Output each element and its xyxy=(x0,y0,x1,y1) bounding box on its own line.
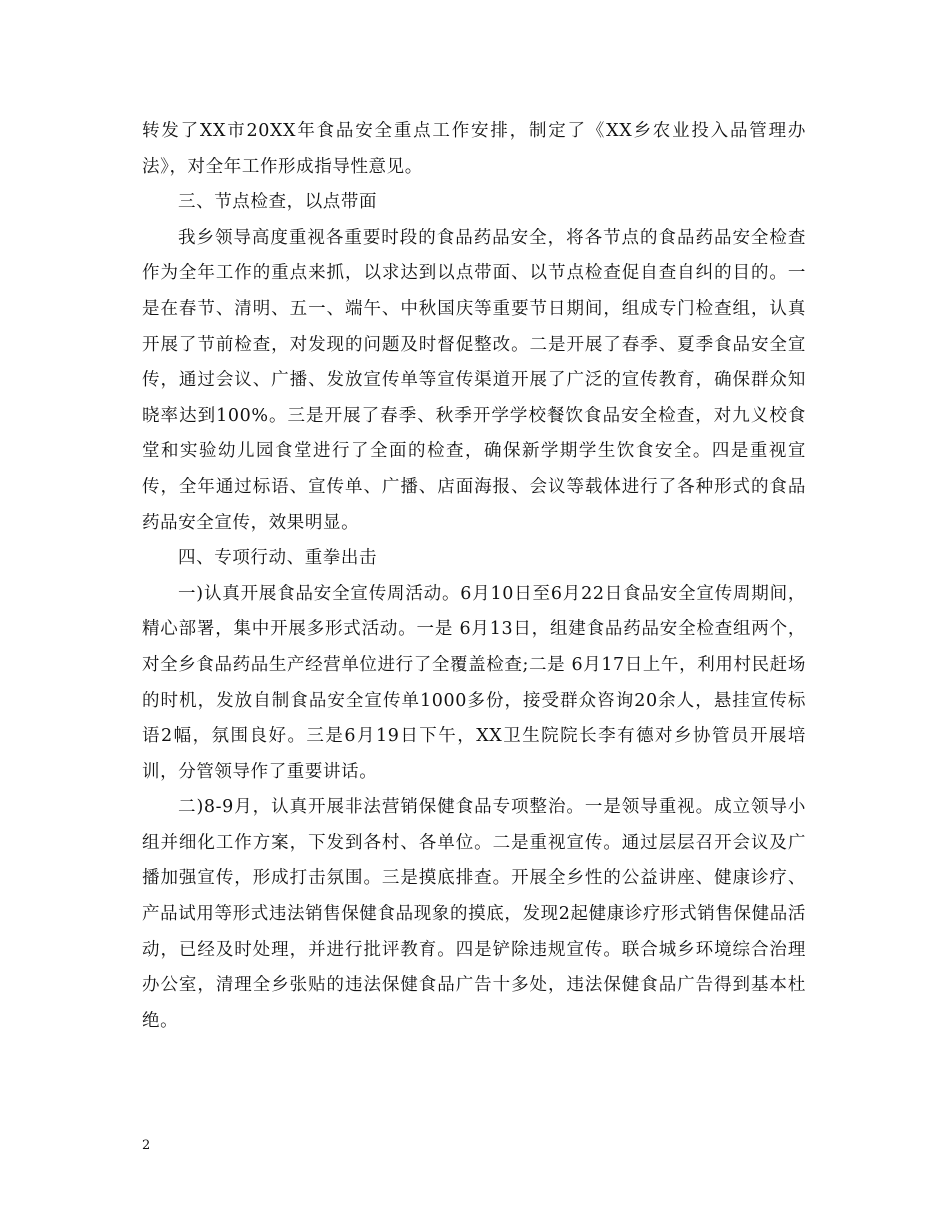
section-heading-3: 三、节点检查，以点带面 xyxy=(178,192,378,213)
page-number: 2 xyxy=(142,1138,151,1153)
paragraph-safety-week: 一)认真开展食品安全宣传周活动。6月10日至6月22日食品安全宣传周期间，精心部署，集中开展多形式活动。一是 6月13日，组建食品药品安全检查组两个，对全乡食品药品生产经营单位进行了全覆盖检查;二是 6月17日上午，利用村民赶场的时机，发放自制食品安全宣传单1000多份，接受群众咨询20余人，悬挂宣传标语2幅，氛围良好。三是6月19日下午，XX卫生院院长李有德对乡协管员开展培训，分管领导作了重要讲话。 xyxy=(142,583,806,782)
paragraph-node-inspection: 我乡领导高度重视各重要时段的食品药品安全，将各节点的食品药品安全检查作为全年工作的重点来抓，以求达到以点带面、以节点检查促自查自纠的目的。一是在春节、清明、五一、端午、中秋国庆等重要节日期间，组成专门检查组，认真开展了节前检查，对发现的问题及时督促整改。二是开展了春季、夏季食品安全宣传，通过会议、广播、发放宣传单等宣传渠道开展了广泛的宣传教育，确保群众知晓率达到100%。三是开展了春季、秋季开学学校餐饮食品安全检查，对九义校食堂和实验幼儿园食堂进行了全面的检查，确保新学期学生饮食安全。四是重视宣传，全年通过标语、宣传单、广播、店面海报、会议等载体进行了各种形式的食品药品安全宣传，效果明显。 xyxy=(142,227,806,533)
document-body xyxy=(142,114,806,1039)
paragraph-continuation: 转发了XX市20XX年食品安全重点工作安排，制定了《XX乡农业投入品管理办法》，对全年工作形成指导性意见。 xyxy=(142,121,806,177)
section-heading-4: 四、专项行动、重拳出击 xyxy=(178,548,378,569)
paragraph-health-food-campaign: 二)8-9月，认真开展非法营销保健食品专项整治。一是领导重视。成立领导小组并细化工作方案，下发到各村、各单位。二是重视宣传。通过层层召开会议及广播加强宣传，形成打击氛围。三是摸底排查。开展全乡性的公益讲座、健康诊疗、产品试用等形式违法销售保健食品现象的摸底，发现2起健康诊疗形式销售保健品活动，已经及时处理，并进行批评教育。四是铲除违规宣传。联合城乡环境综合治理办公室，清理全乡张贴的违法保健食品广告十多处，违法保健食品广告得到基本杜绝。 xyxy=(142,797,806,1031)
